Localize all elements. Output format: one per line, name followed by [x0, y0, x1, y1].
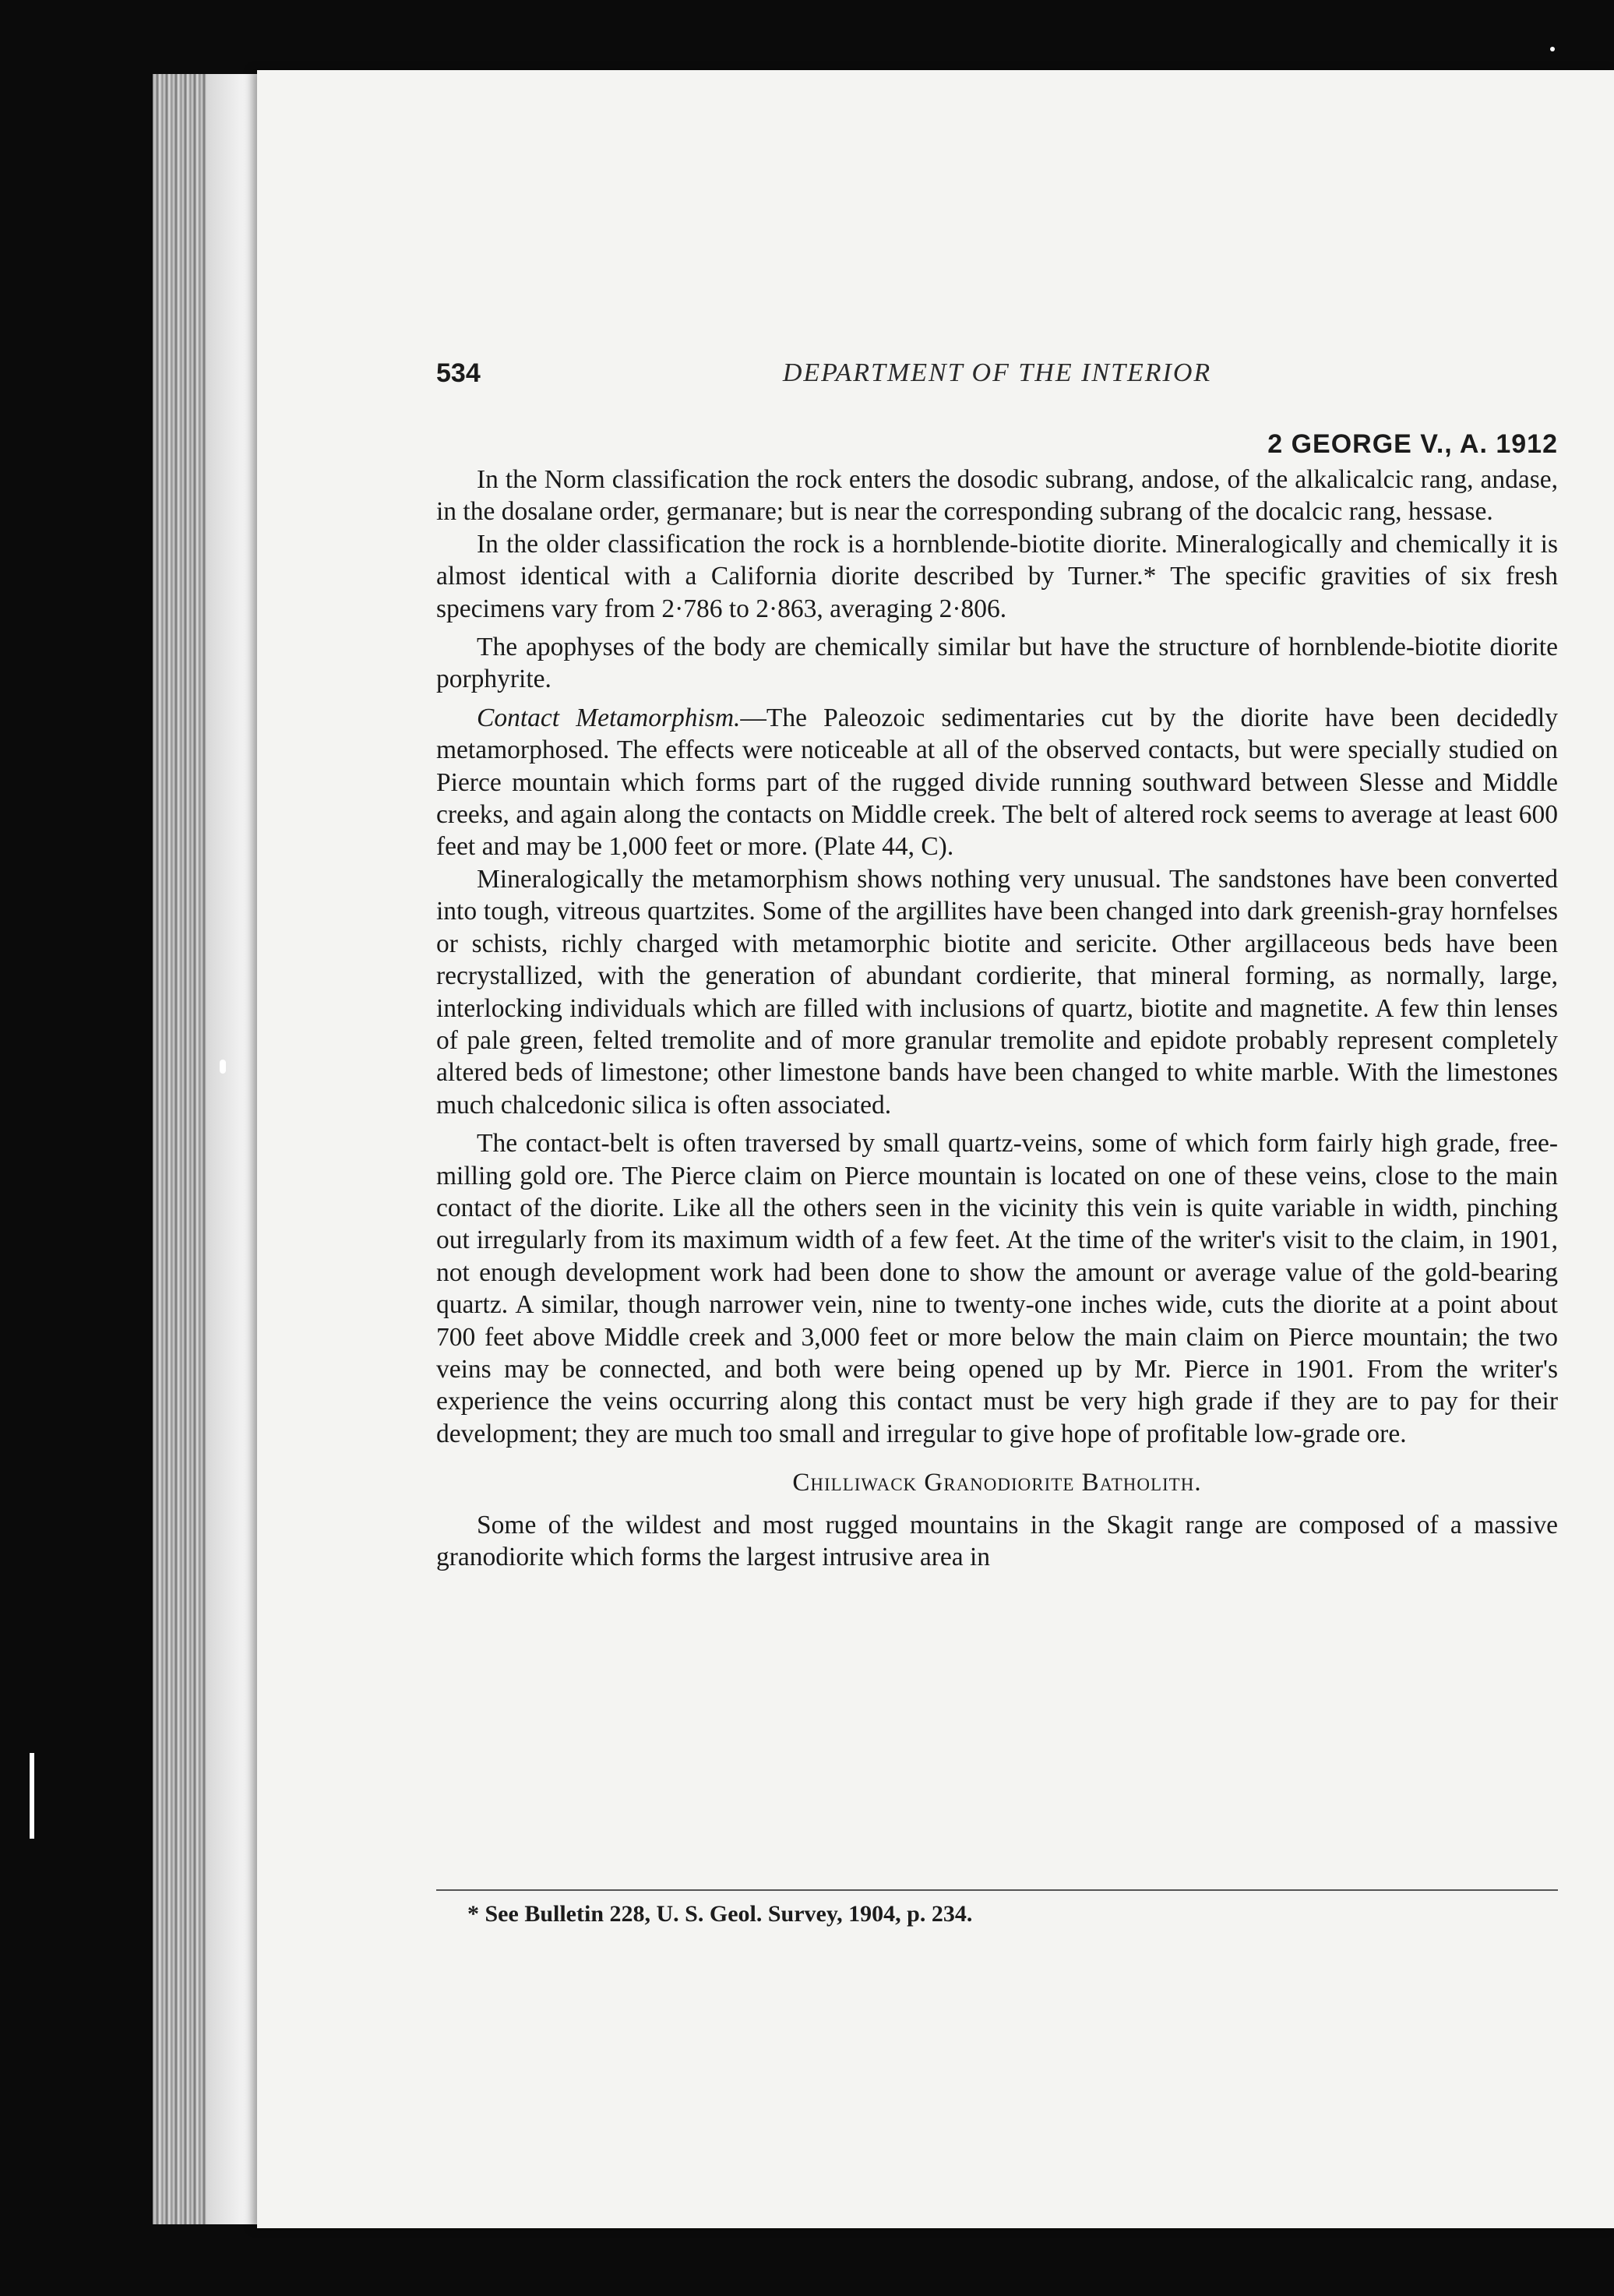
- paragraph-contact-metamorphism-text: —The Paleozoic sedimentaries cut by the diorite have been decidedly metamorphosed. The effects were noticeable at all of the observed contacts, but were specially studied on Pierce mountain which forms part of the rugged divide running southward between Slesse and Middle creeks, and again along the contacts on Middle creek. The belt of altered rock seems to average at least 600 feet and may be 1,000 feet or more. (Plate 44, C).: [436, 703, 1558, 862]
- scan-artifact: [1550, 47, 1555, 51]
- session-label: 2 GEORGE V., A. 1912: [1267, 429, 1558, 459]
- paragraph-older-classification: In the older classification the rock is a hornblende-biotite diorite. Mineralogically and chemically it is almost identical with a California diorite described by Turner.* The specific gravities of six fresh specimens vary from 2·786 to 2·863, averaging 2·806.: [436, 529, 1558, 623]
- paragraph-contact-belt: The contact-belt is often traversed by small quartz-veins, some of which form fairly high grade, free-milling gold ore. The Pierce claim on Pierce mountain is located on one of these veins, close to the main contact of the diorite. Like all the others seen in the vicinity this vein is quite variable in width, pinching out irregularly from its maximum width of a few feet. At the time of the writer's visit to the claim, in 1901, not enough development work had been done to show the amount or average value of the gold-bearing quartz. A similar, though narrower vein, nine to twenty-one inches wide, cuts the diorite at a point about 700 feet above Middle creek and 3,000 feet or more below the main claim on Pierce mountain; the two veins may be connected, and both were being opened up by Mr. Pierce in 1901. From the writer's experience the veins occurring along this contact must be very high grade if they are to pay for their development; they are much too small and irregular to give hope of profitable low-grade ore.: [436, 1129, 1558, 1448]
- scan-artifact: [220, 1060, 226, 1074]
- footnote-rule: [436, 1889, 1558, 1891]
- running-head: DEPARTMENT OF THE INTERIOR: [782, 358, 1212, 387]
- scan-artifact: [30, 1753, 34, 1839]
- paragraph-chilliwack: Some of the wildest and most rugged mountains in the Skagit range are composed of a massive granodiorite which forms the largest intrusive area in: [436, 1510, 1558, 1571]
- paragraph-apophyses: The apophyses of the body are chemically similar but have the structure of hornblende-biotite diorite porphyrite.: [436, 633, 1558, 694]
- footnote: * See Bulletin 228, U. S. Geol. Survey, 1904, p. 234.: [467, 1901, 973, 1927]
- section-heading-chilliwack: Chilliwack Granodiorite Batholith.: [792, 1469, 1202, 1497]
- book-page-edges: [153, 74, 207, 2224]
- body-text: [436, 464, 1558, 1573]
- page-header: [436, 358, 1558, 393]
- section-title-contact-metamorphism: Contact Metamorphism.: [477, 703, 741, 732]
- paragraph-mineralogically: Mineralogically the metamorphism shows nothing very unusual. The sandstones have been converted into tough, vitreous quartzites. Some of the argillites have been changed into dark greenish-gray hornfelses or schists, richly charged with metamorphic biotite and sericite. Other argillaceous beds have been recrystallized, with the generation of abundant cordierite, that mineral forming, as normally, large, interlocking individuals which are filled with inclusions of quartz, biotite and magnetite. A few thin lenses of pale green, felted tremolite and of more granular tremolite and epidote probably represent completely altered beds of limestone; other limestone bands have been changed to white marble. With the limestones much chalcedonic silica is often associated.: [436, 864, 1558, 1120]
- book-page-edge-shadow: [207, 74, 262, 2224]
- document-page: [257, 70, 1614, 2228]
- paragraph-contact-metamorphism: [436, 702, 1558, 863]
- page-number: 534: [436, 358, 481, 388]
- paragraph-norm-classification: In the Norm classification the rock enters the dosodic subrang, andose, of the alkalicalcic rang, andase, in the dosalane order, germanare; but is near the corresponding subrang of the docalcic rang, hessase.: [436, 465, 1558, 527]
